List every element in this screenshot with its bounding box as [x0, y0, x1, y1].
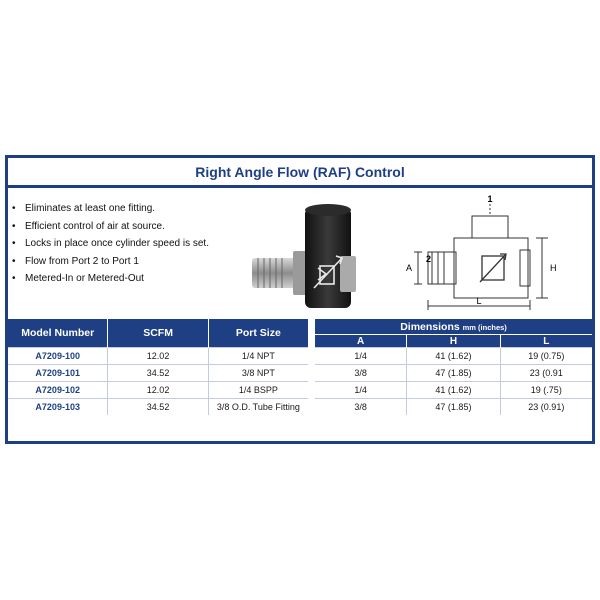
threaded-port-fitting [252, 258, 296, 288]
col-H: H [407, 335, 500, 348]
dim-H-cell: 47 (1.85) [407, 365, 500, 382]
dim-L-label: L [476, 296, 482, 306]
dimensions-group-header [315, 319, 592, 335]
feature-item: • Metered-In or Metered-Out [12, 270, 209, 288]
dim-A-cell: 1/4 [315, 348, 407, 365]
table-row [8, 365, 308, 382]
dim-A-label: A [406, 263, 413, 273]
body-outline [454, 238, 528, 298]
dimensions-table [315, 319, 592, 415]
port-size-cell: 3/8 NPT [208, 365, 308, 382]
port-size-cell: 3/8 O.D. Tube Fitting [208, 399, 308, 416]
col-port-size: Port Size [208, 319, 308, 348]
dim-A-cell: 3/8 [315, 399, 407, 416]
port1-label: 1 [487, 194, 493, 204]
drawing-flow-symbol-icon [480, 254, 506, 282]
title-bar [8, 158, 592, 188]
col-A: A [315, 335, 407, 348]
table-row [315, 382, 592, 399]
dim-L-cell: 19 (.75) [500, 382, 592, 399]
dimensions-title [315, 319, 592, 335]
dim-A-cell: 1/4 [315, 382, 407, 399]
product-sheet [5, 155, 595, 444]
overview-section [8, 188, 592, 319]
port2-label: 2 [426, 254, 432, 264]
side-nut [340, 256, 356, 292]
unit-note: mm (inches) [462, 322, 507, 332]
dim-L-cell: 23 (0.91) [500, 399, 592, 416]
scfm-cell: 34.52 [108, 365, 208, 382]
table-row [8, 382, 308, 399]
port-size-cell: 1/4 BSPP [208, 382, 308, 399]
table-row [315, 348, 592, 365]
top-port-outline [472, 216, 508, 238]
port-size-cell: 1/4 NPT [208, 348, 308, 365]
scfm-cell: 12.02 [108, 382, 208, 399]
model-table [8, 319, 308, 415]
dimension-drawing [400, 194, 568, 312]
valve-cap [305, 204, 351, 216]
model-cell: A7209-102 [8, 382, 108, 399]
col-model-number: Model Number [8, 319, 108, 348]
product-photo [238, 196, 378, 316]
dim-H-label: H [550, 263, 557, 273]
table-gap [308, 319, 315, 441]
model-cell: A7209-101 [8, 365, 108, 382]
table-row [8, 399, 308, 416]
dim-H-cell: 41 (1.62) [407, 348, 500, 365]
page-title: Right Angle Flow (RAF) Control [195, 163, 405, 180]
col-scfm: SCFM [108, 319, 208, 348]
model-cell: A7209-100 [8, 348, 108, 365]
table-row [8, 348, 308, 365]
dim-H-cell: 47 (1.85) [407, 399, 500, 416]
feature-item: • Efficient control of air at source. [12, 218, 209, 236]
scfm-cell: 12.02 [108, 348, 208, 365]
table-row [315, 399, 592, 416]
model-cell: A7209-103 [8, 399, 108, 416]
dimensions-sub-header [315, 335, 592, 348]
model-table-header [8, 319, 308, 348]
dim-H-cell: 41 (1.62) [407, 382, 500, 399]
dimensions-label: Dimensions [400, 320, 460, 333]
feature-list [12, 200, 209, 288]
scfm-cell: 34.52 [108, 399, 208, 416]
dim-L-cell: 23 (0.91 [500, 365, 592, 382]
dim-L-cell: 19 (0.75) [500, 348, 592, 365]
dim-A-cell: 3/8 [315, 365, 407, 382]
feature-item: • Locks in place once cylinder speed is set. [12, 235, 209, 253]
col-L: L [500, 335, 592, 348]
table-row [315, 365, 592, 382]
feature-item: • Eliminates at least one fitting. [12, 200, 209, 218]
feature-item: • Flow from Port 2 to Port 1 [12, 253, 209, 271]
